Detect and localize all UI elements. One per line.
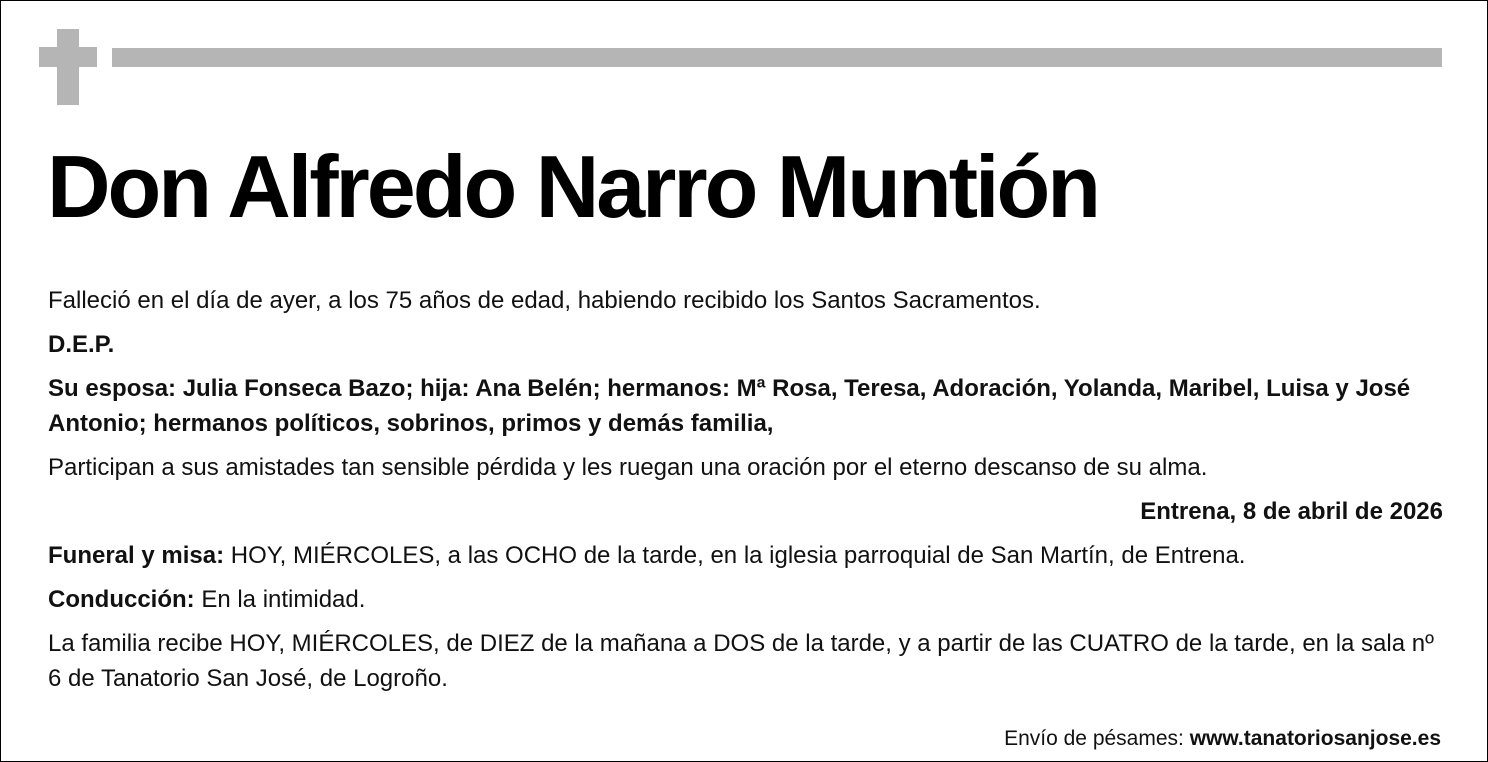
notice-body	[48, 283, 1443, 705]
header-rule	[112, 48, 1442, 67]
deceased-name: Don Alfredo Narro Muntión	[47, 137, 1098, 236]
conduction-line	[48, 582, 1443, 617]
participation-line: Participan a sus amistades tan sensible pérdida y les ruegan una oración por el eterno descanso de su alma.	[48, 454, 1208, 481]
funeral-line	[48, 538, 1443, 573]
cross-icon	[57, 29, 79, 105]
dep-line: D.E.P.	[48, 331, 115, 358]
death-announcement: Falleció en el día de ayer, a los 75 años de edad, habiendo recibido los Santos Sacramentos.	[48, 287, 1041, 314]
website-link[interactable]: www.tanatoriosanjose.es	[1189, 727, 1441, 750]
funeral-text: HOY, MIÉRCOLES, a las OCHO de la tarde, en la iglesia parroquial de San Martín, de Entrena.	[224, 542, 1246, 569]
condolences-label: Envío de pésames:	[1004, 727, 1190, 750]
cross-icon-bar	[39, 47, 97, 67]
conduction-label: Conducción:	[48, 586, 195, 613]
visitation-line: La familia recibe HOY, MIÉRCOLES, de DIEZ de la mañana a DOS de la tarde, y a partir de las CUATRO de la tarde, en la sala nº 6 de Tanatorio San José, de Logroño.	[48, 630, 1434, 692]
funeral-label: Funeral y misa:	[48, 542, 225, 569]
place-date: Entrena, 8 de abril de 2026	[1140, 498, 1443, 525]
condolences-footer	[1004, 727, 1441, 751]
conduction-text: En la intimidad.	[194, 586, 366, 613]
family-list: Su esposa: Julia Fonseca Bazo; hija: Ana Belén; hermanos: Mª Rosa, Teresa, Adoración, Yolanda, Maribel, Luisa y José Antonio; hermanos políticos, sobrinos, primos y demás familia,	[48, 375, 1411, 437]
